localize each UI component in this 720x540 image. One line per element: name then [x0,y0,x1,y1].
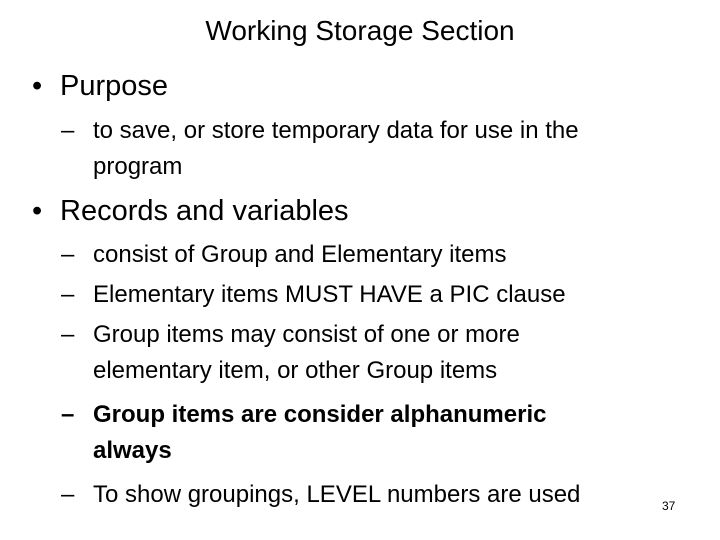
bullet-purpose [32,68,168,104]
sub-text: to save, or store temporary data for use in the [93,117,579,144]
sub-item [61,277,711,313]
sub-dash: – [61,481,75,508]
sub-item [61,477,711,513]
bullet-label: Purpose [60,70,169,102]
sub-dash: – [61,241,75,268]
sub-item [61,317,711,389]
sub-dash: – [61,281,75,308]
bullet-label: Records and variables [60,195,349,227]
sub-text-continued: elementary item, or other Group items [93,357,498,384]
sub-text: To show groupings, LEVEL numbers are used [93,481,581,508]
sub-text: Group items may consist of one or more [93,321,520,348]
sub-item-emphasis [61,397,711,469]
bullet-dot: • [32,195,43,227]
slide-title: Working Storage Section [205,15,515,46]
sub-text-continued: program [93,153,183,180]
sub-text-continued: always [93,437,172,464]
bullet-dot: • [32,70,43,102]
sub-item [61,113,711,185]
sub-text: Group items are consider alphanumeric [93,401,547,428]
sub-text: Elementary items MUST HAVE a PIC clause [93,281,566,308]
sub-dash: – [61,401,75,428]
page-number: 37 [662,499,676,513]
sub-text: consist of Group and Elementary items [93,241,507,268]
sub-item [61,237,711,273]
sub-dash: – [61,117,75,144]
bullet-records [32,193,349,229]
sub-dash: – [61,321,75,348]
